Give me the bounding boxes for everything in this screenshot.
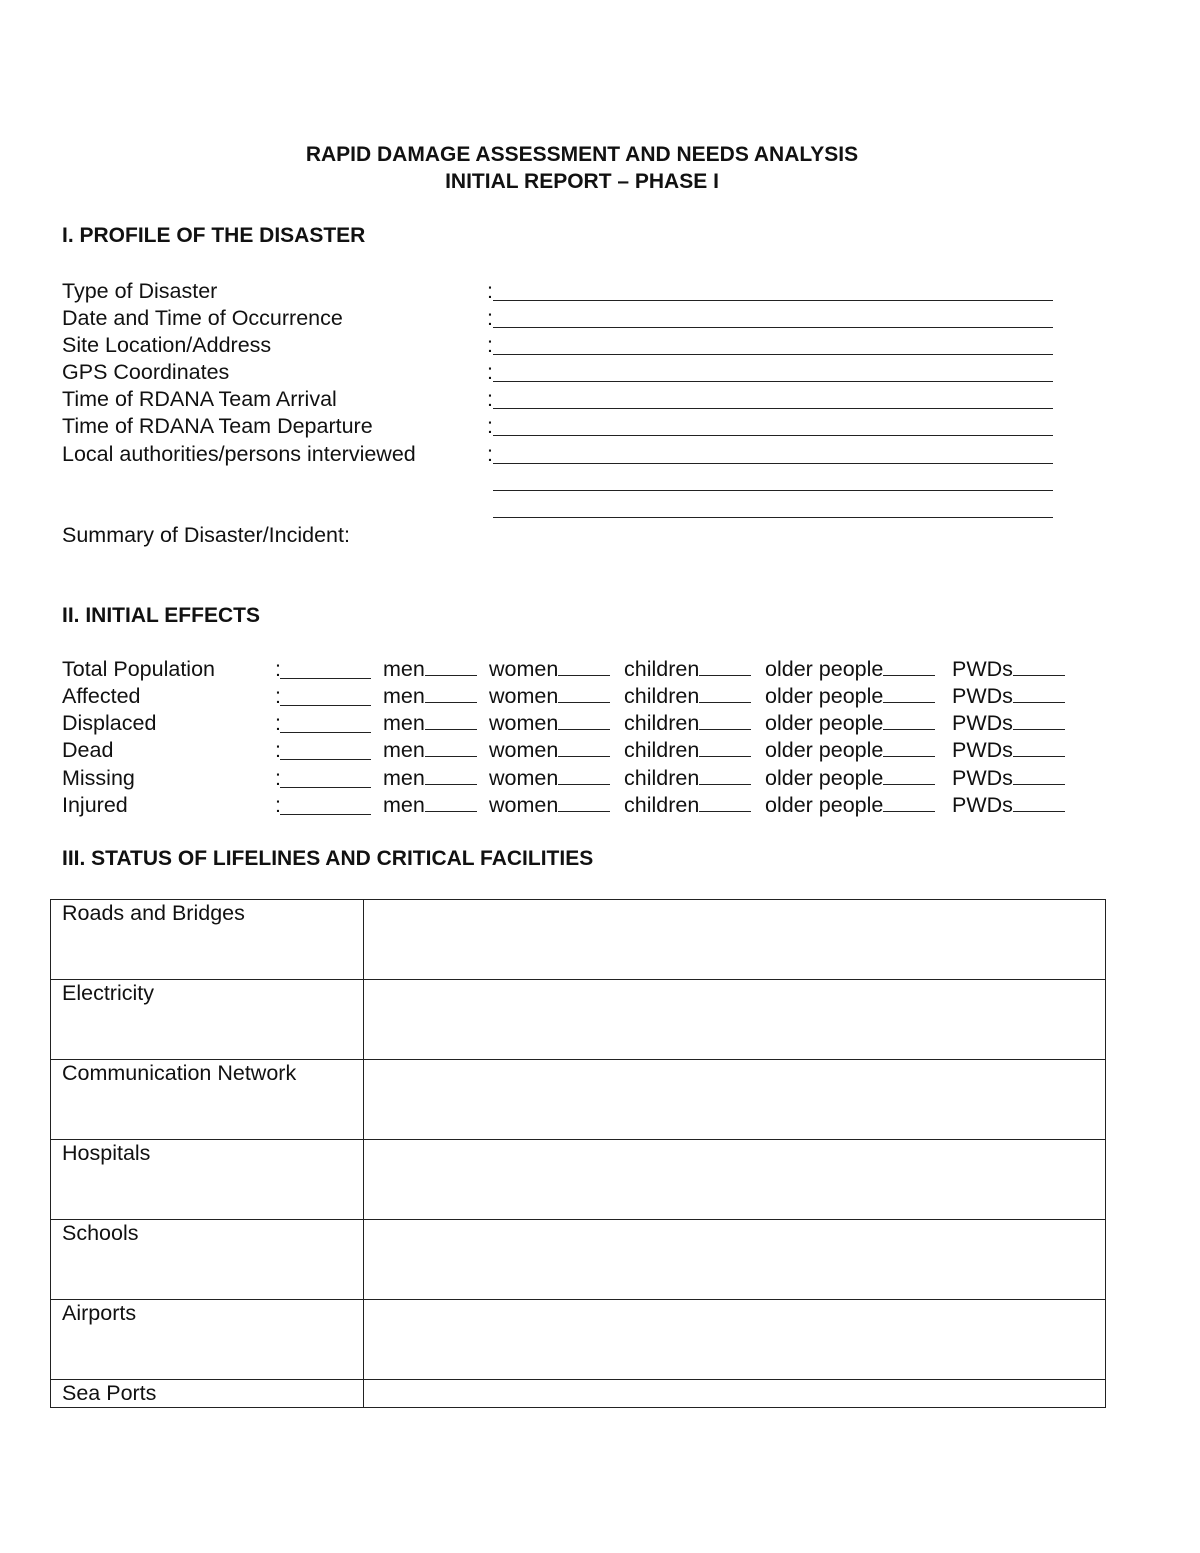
lifeline-status-cell[interactable] [364,1140,1106,1220]
effects-category-label: children [624,684,700,708]
effects-category-2 [624,684,751,709]
document-title: RAPID DAMAGE ASSESSMENT AND NEEDS ANALYSIS [305,143,859,166]
effects-count-input-line[interactable] [699,713,751,730]
effects-count-input-line[interactable] [425,740,477,757]
effects-count-input-line[interactable] [425,659,477,676]
effects-category-2 [624,793,751,818]
effects-category-3 [765,766,935,791]
effects-category-3 [765,711,935,736]
effects-category-4 [952,684,1065,709]
effects-count-input-line[interactable] [1013,795,1065,812]
lifeline-name-cell: Electricity [51,980,364,1060]
effects-count-input-line[interactable] [558,768,610,785]
table-row [51,1300,1106,1380]
effects-category-label: women [489,684,559,708]
effects-category-0 [383,711,477,736]
effects-category-2 [624,657,751,682]
persons-interviewed-input-line-2[interactable] [493,490,1053,491]
effects-category-label: women [489,793,559,817]
effects-colon: : [275,738,281,762]
table-row [51,1380,1106,1408]
effects-category-label: women [489,657,559,681]
effects-count-input-line[interactable] [1013,713,1065,730]
site-location-input-line[interactable] [493,354,1053,355]
effects-category-label: men [383,657,425,681]
effects-category-1 [489,738,610,763]
effects-category-label: older people [765,766,884,790]
effects-category-label: older people [765,657,884,681]
effects-row-label: Total Population [62,657,215,681]
effects-category-1 [489,657,610,682]
effects-count-input-line[interactable] [883,795,935,812]
effects-colon: : [275,684,281,708]
effects-category-1 [489,766,610,791]
effects-category-0 [383,738,477,763]
effects-category-label: children [624,657,700,681]
persons-interviewed-input-line-3[interactable] [493,517,1053,518]
effects-category-3 [765,657,935,682]
effects-category-label: children [624,711,700,735]
field-colon: : [487,333,493,357]
effects-count-input-line[interactable] [699,768,751,785]
lifeline-status-cell[interactable] [364,900,1106,980]
effects-category-3 [765,793,935,818]
effects-row-label: Missing [62,766,135,790]
effects-count-input-line[interactable] [1013,686,1065,703]
effects-category-4 [952,793,1065,818]
field-label-team-departure: Time of RDANA Team Departure [62,414,373,438]
effects-category-0 [383,793,477,818]
effects-category-4 [952,657,1065,682]
lifeline-status-cell[interactable] [364,1380,1106,1408]
effects-count-input-line[interactable] [558,795,610,812]
effects-category-4 [952,766,1065,791]
field-colon: : [487,387,493,411]
effects-category-label: PWDs [952,793,1013,817]
effects-category-label: women [489,738,559,762]
lifeline-status-cell[interactable] [364,1060,1106,1140]
effects-category-0 [383,684,477,709]
lifeline-status-cell[interactable] [364,1300,1106,1380]
field-label-team-arrival: Time of RDANA Team Arrival [62,387,337,411]
effects-category-label: men [383,711,425,735]
field-label-site-location: Site Location/Address [62,333,272,357]
effects-category-1 [489,711,610,736]
document-subtitle: INITIAL REPORT – PHASE I [445,170,719,193]
effects-count-input-line[interactable] [699,795,751,812]
effects-category-label: men [383,766,425,790]
section-heading-profile: I. PROFILE OF THE DISASTER [62,224,366,247]
effects-count-input-line[interactable] [883,768,935,785]
effects-count-input-line[interactable] [558,686,610,703]
date-time-input-line[interactable] [493,327,1053,328]
lifeline-name-cell: Sea Ports [51,1380,364,1408]
effects-total-input-line[interactable] [280,787,371,788]
lifeline-name-cell: Airports [51,1300,364,1380]
effects-colon: : [275,793,281,817]
effects-category-0 [383,766,477,791]
type-of-disaster-input-line[interactable] [493,300,1053,301]
field-colon: : [487,442,493,466]
effects-count-input-line[interactable] [883,659,935,676]
effects-total-input-line[interactable] [280,759,371,760]
section-heading-lifelines: III. STATUS OF LIFELINES AND CRITICAL FACILITIES [62,847,594,870]
effects-row-label: Dead [62,738,114,762]
lifeline-name-cell: Roads and Bridges [51,900,364,980]
effects-category-2 [624,766,751,791]
effects-count-input-line[interactable] [1013,768,1065,785]
effects-category-label: children [624,738,700,762]
effects-category-1 [489,684,610,709]
effects-category-4 [952,738,1065,763]
effects-count-input-line[interactable] [699,659,751,676]
effects-category-label: older people [765,711,884,735]
effects-category-label: children [624,766,700,790]
field-label-type-of-disaster: Type of Disaster [62,279,218,303]
effects-category-label: women [489,766,559,790]
effects-count-input-line[interactable] [425,795,477,812]
effects-count-input-line[interactable] [883,686,935,703]
effects-category-3 [765,684,935,709]
field-label-persons-interviewed: Local authorities/persons interviewed [62,442,416,466]
effects-category-label: PWDs [952,738,1013,762]
effects-count-input-line[interactable] [558,659,610,676]
lifelines-table [50,899,1106,1408]
effects-count-input-line[interactable] [883,713,935,730]
effects-count-input-line[interactable] [1013,659,1065,676]
lifeline-name-cell: Communication Network [51,1060,364,1140]
table-row [51,1140,1106,1220]
effects-category-label: PWDs [952,657,1013,681]
effects-category-label: women [489,711,559,735]
section-heading-effects: II. INITIAL EFFECTS [62,604,260,627]
team-departure-input-line[interactable] [493,435,1053,436]
effects-category-2 [624,711,751,736]
effects-category-1 [489,793,610,818]
effects-category-4 [952,711,1065,736]
effects-count-input-line[interactable] [1013,740,1065,757]
effects-category-label: men [383,793,425,817]
effects-total-input-line[interactable] [280,732,371,733]
effects-colon: : [275,711,281,735]
lifeline-status-cell[interactable] [364,1220,1106,1300]
effects-category-label: older people [765,684,884,708]
effects-count-input-line[interactable] [558,740,610,757]
summary-label: Summary of Disaster/Incident: [62,523,350,547]
team-arrival-input-line[interactable] [493,408,1053,409]
effects-category-label: older people [765,793,884,817]
effects-row-label: Affected [62,684,141,708]
effects-category-label: men [383,684,425,708]
effects-count-input-line[interactable] [558,713,610,730]
effects-count-input-line[interactable] [425,713,477,730]
effects-category-label: PWDs [952,766,1013,790]
effects-row-label: Displaced [62,711,157,735]
lifeline-status-cell[interactable] [364,980,1106,1060]
effects-count-input-line[interactable] [425,768,477,785]
effects-category-label: PWDs [952,711,1013,735]
effects-category-label: men [383,738,425,762]
gps-input-line[interactable] [493,381,1053,382]
effects-category-label: older people [765,738,884,762]
effects-row-label: Injured [62,793,128,817]
lifeline-name-cell: Schools [51,1220,364,1300]
field-colon: : [487,279,493,303]
effects-count-input-line[interactable] [883,740,935,757]
persons-interviewed-input-line[interactable] [493,463,1053,464]
table-row [51,980,1106,1060]
field-colon: : [487,360,493,384]
table-row [51,900,1106,980]
effects-count-input-line[interactable] [699,740,751,757]
field-colon: : [487,414,493,438]
effects-category-label: PWDs [952,684,1013,708]
effects-colon: : [275,766,281,790]
table-row [51,1060,1106,1140]
effects-total-input-line[interactable] [280,678,371,679]
field-label-gps: GPS Coordinates [62,360,230,384]
field-label-date-time: Date and Time of Occurrence [62,306,343,330]
effects-colon: : [275,657,281,681]
effects-category-0 [383,657,477,682]
effects-total-input-line[interactable] [280,814,371,815]
effects-category-2 [624,738,751,763]
table-row [51,1220,1106,1300]
effects-category-3 [765,738,935,763]
field-colon: : [487,306,493,330]
effects-category-label: children [624,793,700,817]
effects-count-input-line[interactable] [425,686,477,703]
effects-count-input-line[interactable] [699,686,751,703]
lifeline-name-cell: Hospitals [51,1140,364,1220]
effects-total-input-line[interactable] [280,705,371,706]
